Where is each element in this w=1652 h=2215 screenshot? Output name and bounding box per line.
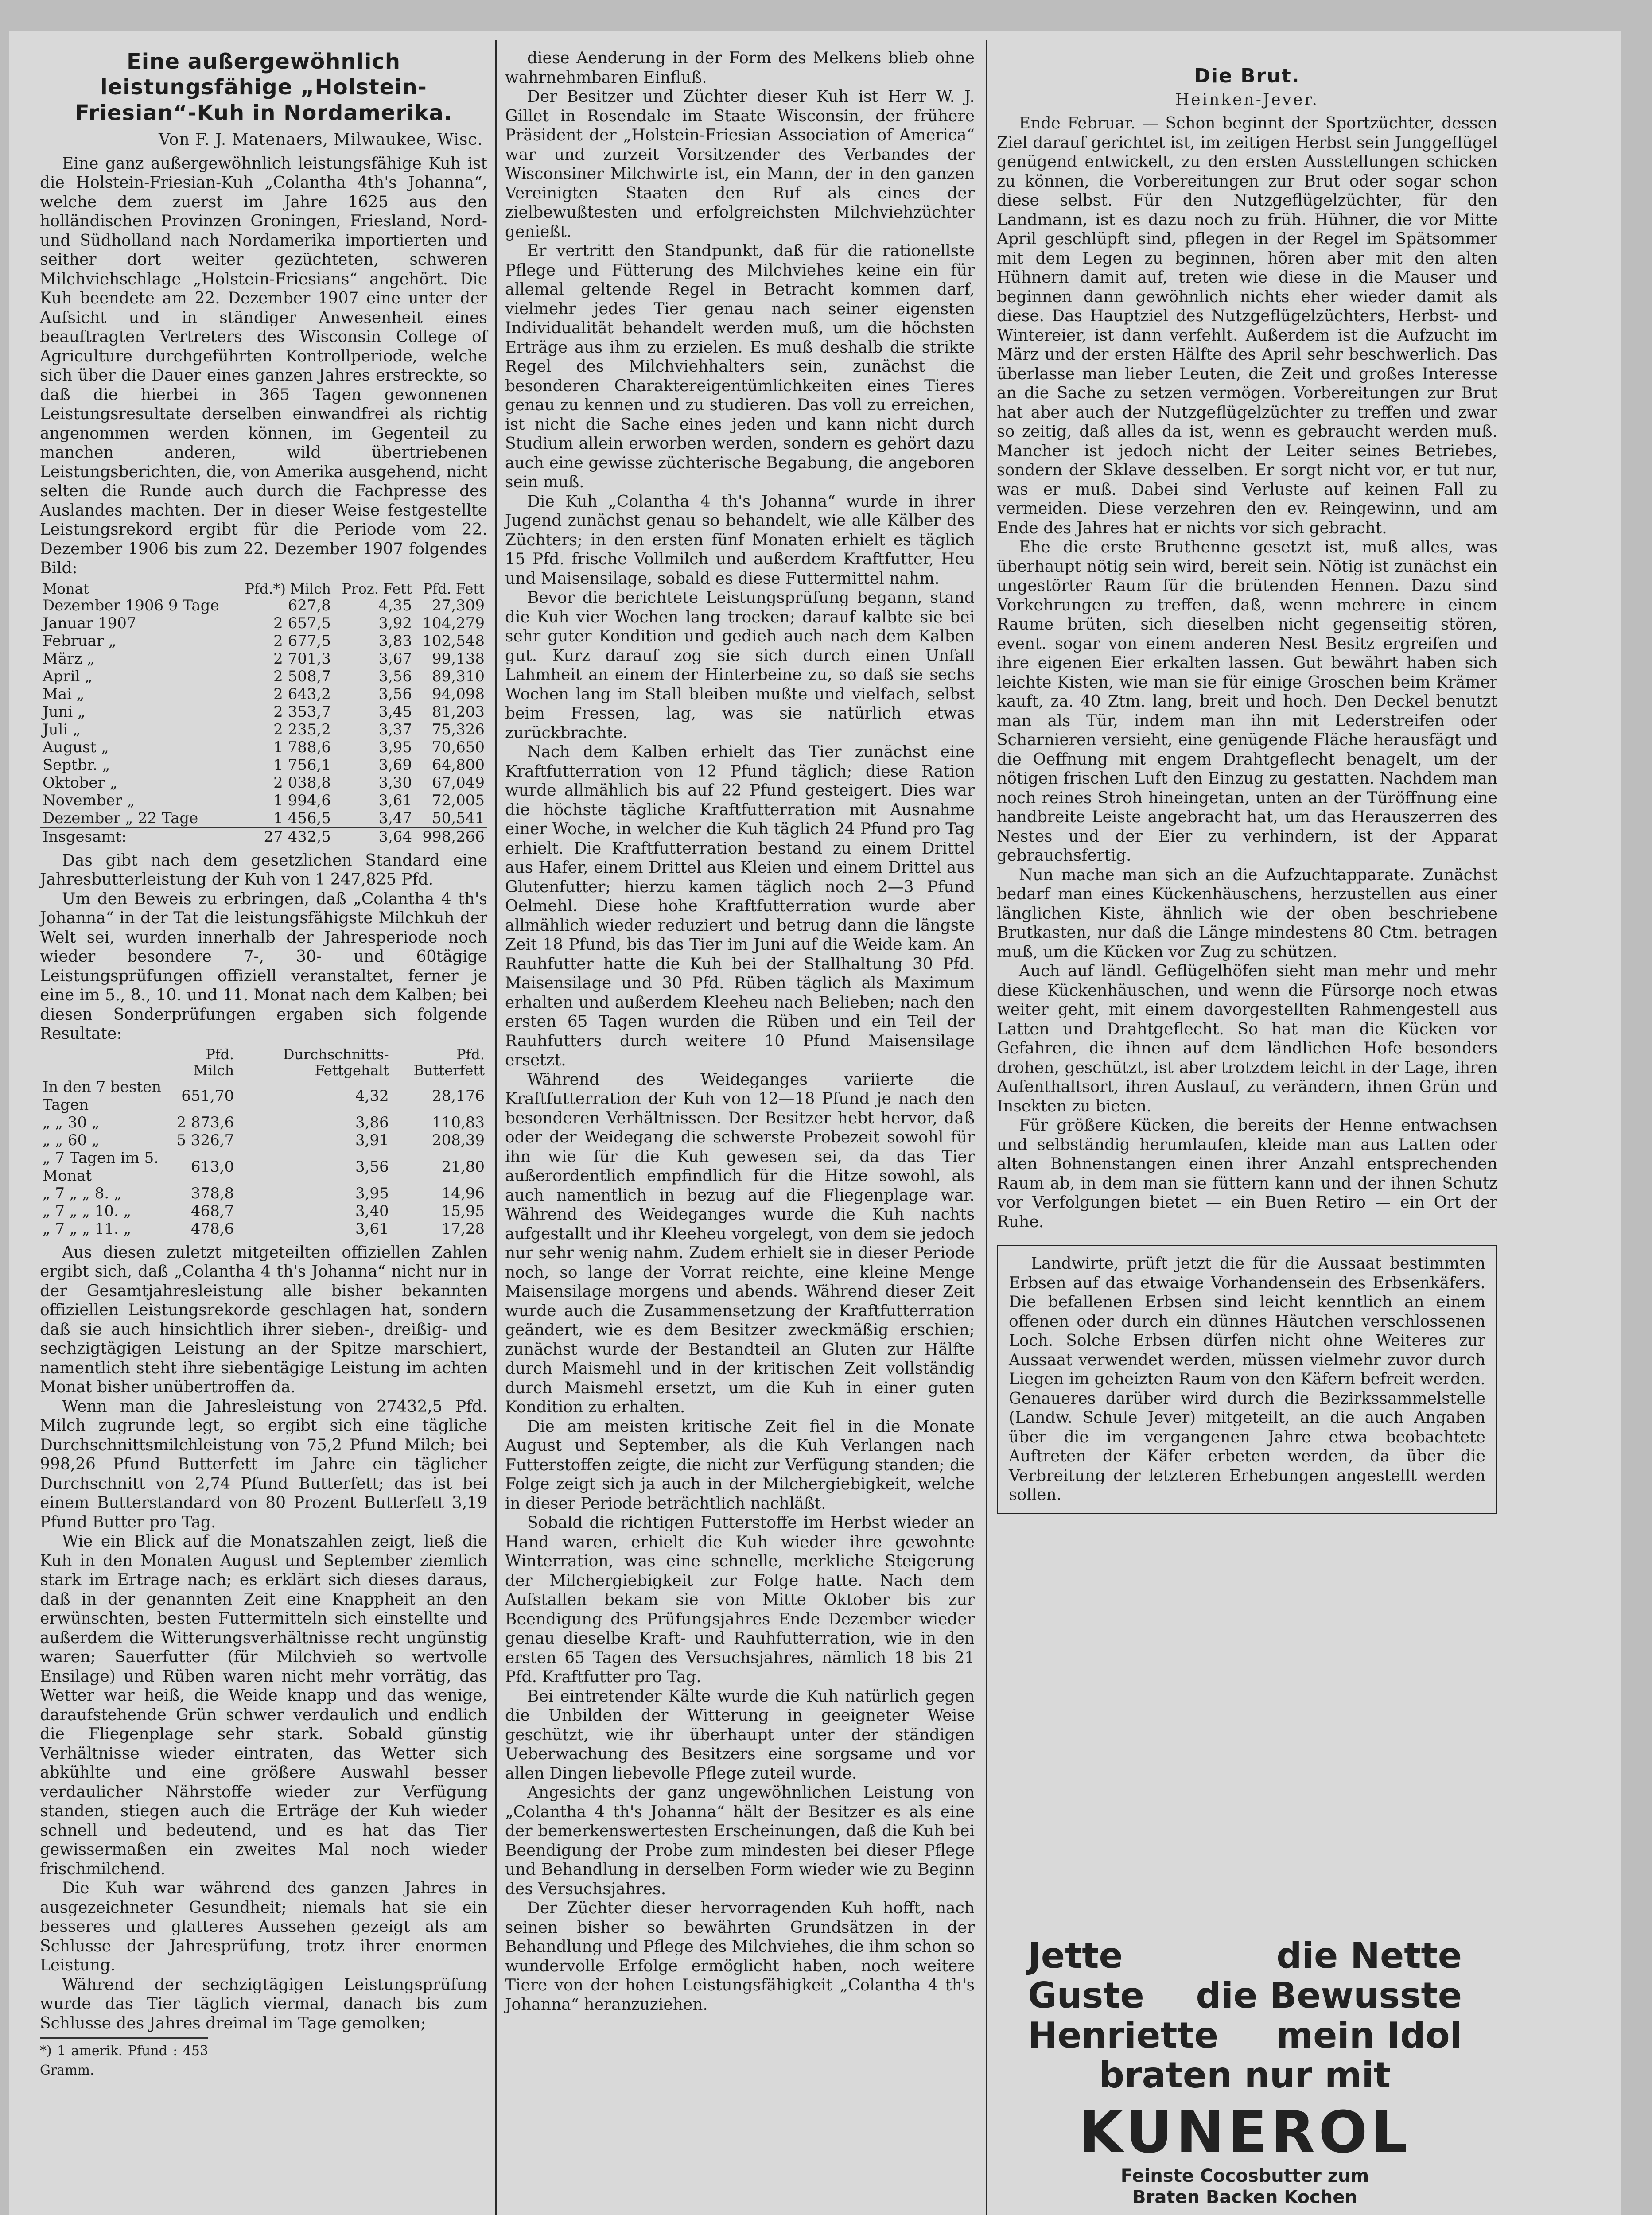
table-cell: 3,37 <box>378 720 412 738</box>
article-title: Eine außergewöhnlich leistungsfähige „Holstein-Friesian“-Kuh in Nordamerika. <box>74 49 452 125</box>
table-cell: 1 456,5 <box>273 809 331 827</box>
table-row <box>40 792 487 809</box>
table-cell: Juli „ <box>43 720 81 738</box>
table-row <box>40 1114 487 1131</box>
table-row <box>40 1078 487 1114</box>
table-row <box>40 1185 487 1202</box>
table-cell: 4,35 <box>378 596 412 614</box>
kunerol-advertisement <box>1028 1935 1462 2207</box>
table-cell: 3,95 <box>355 1184 389 1202</box>
table-cell: 3,56 <box>355 1158 389 1176</box>
paragraph: Aus diesen zuletzt mitgeteilten offiziellen Zahlen ergibt sich, daß „Colantha 4 th's Johanna“ nicht nur in der Gesamtjahresleistung alle bisher bekannten offiziellen Leistungsrekorde geschlagen hat, sondern daß sie auch hinsichtlich ihrer sieben-, dreißig- und sechzigtägigen Leistung an der Spitze marschiert, namentlich steht ihre siebentägige Leistung im achten Monat bisher unübertroffen da. <box>40 1243 487 1396</box>
table-header-row <box>40 581 487 597</box>
paragraph: Bevor die berichtete Leistungsprüfung begann, stand die Kuh vier Wochen lang trocken; darauf kalbte sie bei sehr guter Kondition und gedieh auch nach dem Kalben gut. Kurz darauf zog sie sich durch einen Unfall Lahmheit an einem der Hinterbeine zu, so daß sie sechs Wochen lang im Stall bleiben mußte und vielfach, selbst beim Fressen, lag, was sie natürlich etwas zurückbrachte. <box>505 589 975 742</box>
table-header: Pfd. Butterfett <box>413 1045 485 1079</box>
paragraph: Auch auf ländl. Geflügelhöfen sieht man mehr und mehr diese Kückenhäuschen, und wenn die Fürsorge noch etwas weiter geht, mit einem davorgestellten Rahmengestell aus Latten und Drahtgeflecht. So hat man die Kücken vor Gefahren, die ihnen auf dem ländlichen Hofe besonders drohen, geschützt, ist aber trotzdem leicht in der Lage, ihren Aufenthaltsort, ihren Auslauf, zu verändern, ihnen Grün und Insekten zu bieten. <box>997 962 1497 1115</box>
table-cell: 468,7 <box>190 1202 234 1220</box>
table-cell: 3,69 <box>378 756 412 774</box>
table-cell: „ 7 „ „ 11. „ <box>43 1220 132 1238</box>
table-row <box>40 1202 487 1220</box>
table-cell: 21,80 <box>441 1158 485 1176</box>
table-body <box>40 1078 487 1238</box>
table-cell: 3,92 <box>378 614 412 632</box>
table-header: Pfd. Fett <box>423 580 485 597</box>
table-cell: 28,176 <box>432 1087 485 1105</box>
table-cell: 2 873,6 <box>176 1113 234 1131</box>
paragraph: Sobald die richtigen Futterstoffe im Herbst wieder an Hand waren, erhielt die Kuh wieder ihre gewohnte Winterration, was eine schnelle, merkliche Steigerung der Milchergiebigkeit zur Folge hatte. Nach dem Aufstallen bekam sie von Mitte Oktober bis zur Beendigung des Prüfungsjahres Ende Dezember wieder genau dieselbe Kraft- und Rauhfutterration, wie in den ersten 65 Tagen des Versuchsjahres, nämlich 18 bis 21 Pfd. Kraftfutter pro Tag. <box>505 1514 975 1686</box>
table-row <box>40 614 487 632</box>
table-cell: 4,32 <box>355 1087 389 1105</box>
table-header: Proz. Fett <box>342 580 412 597</box>
monthly-yield-table <box>40 581 487 846</box>
column-3 <box>997 49 1497 1514</box>
table-row <box>40 738 487 756</box>
table-cell: 3,30 <box>378 773 412 792</box>
table-cell: 104,279 <box>422 614 485 632</box>
paragraph: Angesichts der ganz ungewöhnlichen Leistung von „Colantha 4 th's Johanna“ hält der Besitzer es als eine der bemerkenswertesten Erscheinungen, daß die Kuh bei Beendigung der Probe zum mindesten bei dieser Pflege und Behandlung in derselben Form wieder wie zu Beginn des Versuchsjahres. <box>505 1784 975 1898</box>
table-cell: 14,96 <box>441 1184 485 1202</box>
table-cell: 613,0 <box>190 1158 234 1176</box>
table-cell: 15,95 <box>441 1202 485 1220</box>
table-header: Monat <box>43 580 89 597</box>
table-cell: 2 235,2 <box>273 720 331 738</box>
table-cell: Dezember 1906 9 Tage <box>43 596 219 614</box>
table-cell: Insgesamt: <box>40 828 235 846</box>
footnote <box>40 2037 208 2080</box>
paragraph: Nach dem Kalben erhielt das Tier zunächst eine Kraftfutterration von 12 Pfund täglich; diese Ration wurde allmählich bis auf 22 Pfund gesteigert. Dies war die höchste tägliche Kraftfutterration mit Ausnahme einer Woche, in welcher die Kuh täglich 24 Pfund pro Tag erhielt. Die Kraftfutterration bestand zu einem Drittel aus Hafer, einem Drittel aus Kleien und einem Drittel aus Glutenfutter; hierzu kamen täglich noch 2—3 Pfund Oelmehl. Diese hohe Kraftfutterration wurde aber allmählich wieder reduziert und betrug dann die längste Zeit 18 Pfund, bis das Tier im Juni auf die Weide kam. An Rauhfutter hatte die Kuh bei der Stallhaltung 30 Pfd. Maisensilage und 30 Pfd. Rüben täglich als Maximum erhalten und außerdem Kleeheu nach Belieben; nach den ersten 65 Tagen wurden die Rüben und ein Teil der Rauhfutters durch weitere 10 Pfund Maisensilage ersetzt. <box>505 743 975 1069</box>
ad-brand: KUNEROL <box>1078 2098 1411 2166</box>
table-total-row <box>40 828 487 846</box>
special-tests-table <box>40 1046 487 1238</box>
table-cell: 2 657,5 <box>273 614 331 632</box>
table-cell: „ 7 „ „ 8. „ <box>43 1184 122 1202</box>
paragraph: Ende Februar. — Schon beginnt der Sportzüchter, dessen Ziel darauf gerichtet ist, im zeitigen Herbst sein Junggeflügel genügend entwickelt, zu den ersten Ausstellungen schicken zu können, die Vorbereitungen zur Brut oder sogar schon diese selbst. Für den Nutzgeflügelzüchter, für den Landmann, ist es dazu noch zu früh. Hühner, die vor Mitte April geschlüpft sind, pflegen in der Regel im Spätsommer mit dem Legen zu beginnen, hören aber mit den alten Hühnern damit auf, treten wie diese in die Mauser und beginnen dann gewöhnlich nichts eher wieder damit als diese. Das Hauptziel des Nutzgeflügelzüchters, Herbst- und Wintereier, ist dann verfehlt. Außerdem ist die Aufzucht im März und der ersten Hälfte des April sehr beschwerlich. Das überlasse man lieber Leuten, die Zeit und großes Interesse an die Sache zu setzen vermögen. Vorbereitungen zur Brut hat aber auch der Nutzgeflügelzüchter zu treffen und zwar so zeitig, daß alles da ist, wenn es gebraucht werden muß. Mancher ist jedoch nicht der Leiter seines Betriebes, sondern der Sklave desselben. Er sorgt nicht vor, er tut nur, was er muß. Dabei sind Verluste auf keinen Fall zu vermeiden. Diese verzehren den ev. Reingewinn, und am Ende des Jahres hat er nichts vor sich gebracht. <box>997 114 1497 537</box>
table-header-row <box>40 1046 487 1078</box>
ad-row <box>1028 1976 1462 2016</box>
column-divider <box>495 40 497 2215</box>
column-1 <box>40 49 487 2080</box>
ad-text: braten nur mit <box>1099 2055 1391 2096</box>
paragraph: Der Züchter dieser hervorragenden Kuh hofft, nach seinen bisher so bewährten Grundsätzen in der Behandlung und Pflege des Milchviehes, die ihm schon so wundervolle Erfolge ermöglicht haben, noch weitere Tiere von der hohen Leistungsfähigkeit „Colantha 4 th's Johanna“ heranzuziehen. <box>505 1899 975 2014</box>
ad-text: die Nette <box>1276 1935 1462 1976</box>
table-row <box>40 1149 487 1185</box>
table-cell: 2 677,5 <box>273 632 331 650</box>
ad-text: Henriette <box>1028 2015 1219 2056</box>
article-title: Die Brut. <box>1194 65 1300 87</box>
table-cell: Mai „ <box>43 685 85 703</box>
table-cell: 50,541 <box>432 809 485 827</box>
ad-tagline: Feinste Cocosbutter zum <box>1120 2166 1369 2186</box>
table-row <box>40 1220 487 1238</box>
table-header <box>40 1046 167 1078</box>
table-cell: „ 7 Tagen im 5. Monat <box>43 1149 159 1185</box>
table-cell: 998,266 <box>415 828 487 846</box>
table-cell: 3,64 <box>334 828 415 846</box>
table-header: Durchschnitts-Fettgehalt <box>283 1045 389 1079</box>
table-cell: 3,67 <box>378 649 412 668</box>
table-cell: April „ <box>43 667 93 685</box>
table-cell: 3,61 <box>355 1220 389 1238</box>
table-cell: In den 7 besten Tagen <box>43 1078 162 1114</box>
footnote-text: *) 1 amerik. Pfund : 453 Gramm. <box>40 2043 208 2078</box>
paragraph: Er vertritt den Standpunkt, daß für die rationellste Pflege und Fütterung des Milchviehes keine ein für allemal geltende Regel in Betracht kommen darf, vielmehr jedes Tier genau nach seiner eigensten Individualität behandelt werden muß, um die höchsten Erträge aus ihm zu erzielen. Es muß deshalb die strikte Regel des Milchviehhalters sein, zunächst die besonderen Charaktereigentümlichkeiten eines Tieres genau zu kennen und zu studieren. Das voll zu erreichen, ist nicht die Sache eines jeden und kann nicht durch Studium allein erworben werden, sondern es gehört dazu auch eine gewisse züchterische Begabung, die angeboren sein muß. <box>505 242 975 491</box>
table-cell: 627,8 <box>288 596 331 614</box>
table-cell: 2 353,7 <box>273 703 331 721</box>
table-header: Pfd. Milch <box>193 1045 234 1079</box>
table-cell: 94,098 <box>432 685 485 703</box>
table-cell: 3,61 <box>378 791 412 809</box>
table-cell: „ „ 60 „ <box>43 1131 100 1149</box>
column-divider <box>986 40 987 2215</box>
table-cell: 81,203 <box>432 703 485 721</box>
table-cell: 2 701,3 <box>273 649 331 668</box>
table-row <box>40 650 487 668</box>
table-row <box>40 756 487 774</box>
table-cell: 3,40 <box>355 1202 389 1220</box>
ad-tagline: Braten Backen Kochen <box>1132 2187 1357 2207</box>
table-body <box>40 597 487 846</box>
table-row <box>40 703 487 721</box>
table-cell: Februar „ <box>43 632 117 650</box>
table-cell: 3,45 <box>378 703 412 721</box>
table-cell: 72,005 <box>432 791 485 809</box>
ad-text: Jette <box>1028 1935 1123 1976</box>
paragraph: Wie ein Blick auf die Monatszahlen zeigt, ließ die Kuh in den Monaten August und September ziemlich stark im Ertrage nach; es erklärt sich dieses daraus, daß in der genannten Zeit eine Knappheit an den erwünschten, besten Futtermitteln sich einstellte und außerdem die Witterungsverhältnisse recht ungünstig waren; Sauerfutter (für Milchvieh so wertvolle Ensilage) und Rüben waren nicht mehr vorrätig, das Wetter war heiß, die Weide knapp und das wenige, daraufstehende Grün schwer verdaulich und endlich die Fliegenplage sehr stark. Sobald günstig Verhältnisse wieder eintraten, das Wetter sich abkühlte und eine größere Auswahl besser verdaulicher Nährstoffe wieder zur Verfügung standen, stiegen auch die Erträge der Kuh wieder schnell und bedeutend, und es hat das Tier gewissermaßen ein zweites Mal noch wieder frischmilchend. <box>40 1532 487 1878</box>
table-cell: 102,548 <box>422 632 485 650</box>
table-cell: 75,326 <box>432 720 485 738</box>
table-cell: August „ <box>43 738 109 756</box>
table-row <box>40 597 487 614</box>
table-header: Pfd.*) Milch <box>245 580 331 597</box>
table-cell: Dezember „ 22 Tage <box>43 809 198 827</box>
paragraph: Die Kuh „Colantha 4 th's Johanna“ wurde in ihrer Jugend zunächst genau so behandelt, wie alle Kälber des Züchters; in den ersten fünf Monaten erhielt es täglich 15 Pfd. frische Vollmilch und außerdem Kraftfutter, Heu und Maisensilage, sobald es diese Futtermittel nahm. <box>505 492 975 588</box>
table-cell: 1 756,1 <box>273 756 331 774</box>
table-row <box>40 1131 487 1149</box>
table-cell: 110,83 <box>432 1113 485 1131</box>
table-cell: 64,800 <box>432 756 485 774</box>
paragraph: Während der sechzigtägigen Leistungsprüfung wurde das Tier täglich viermal, danach bis zum Schlusse des Jahres dreimal im Tage gemolken; <box>40 1975 487 2032</box>
paragraph: Die Kuh war während des ganzen Jahres in ausgezeichneter Gesundheit; niemals hat sie ein besseres und glatteres Aussehen gezeigt als am Schlusse der Jahresprüfung, trotz ihrer enormen Leistung. <box>40 1879 487 1974</box>
table-cell: 3,95 <box>378 738 412 756</box>
ad-text: Guste <box>1028 1975 1144 2016</box>
paragraph: Wenn man die Jahresleistung von 27432,5 Pfd. Milch zugrunde legt, so ergibt sich eine tägliche Durchschnittsmilchleistung von 75,2 Pfund Milch; bei 998,26 Pfund Butterfett im Jahre ein täglicher Durchschnitt von 2,74 Pfund Butterfett; das ist bei einem Butterstandard von 80 Prozent Butterfett 3,19 Pfund Butter pro Tag. <box>40 1397 487 1531</box>
table-row <box>40 721 487 738</box>
table-row <box>40 774 487 792</box>
table-cell: 378,8 <box>190 1184 234 1202</box>
table-row <box>40 809 487 828</box>
paragraph: Ehe die erste Bruthenne gesetzt ist, muß alles, was überhaupt nötig sein wird, bereit sein. Nötig ist zunächst ein ungestörter Raum für die brütenden Hennen. Dazu sind Vorkehrungen zu treffen, daß, wenn mehrere in einem Raume brüten, sich dieselben nicht gegenseitig stören, event. sogar von einem anderen Nest Besitz ergreifen und ihre eigenen Eier erkalten lassen. Gut bewährt haben sich leichte Kisten, wie man sie für einige Groschen beim Krämer kauft, za. 40 Ztm. lang, breit und hoch. Den Deckel benutzt man als Tür, indem man ihn mit Lederstreifen oder Scharnieren versieht, eine genügende Fläche herausfägt und die Oeffnung mit engem Drahtgeflecht benagelt, um der nötigen frischen Luft den Einzug zu gestatten. Nachdem man noch reines Stroh hineingetan, unten an der Türöffnung eine handbreite Leiste angebracht hat, um das Herauszerren des Nestes und der Eier zu verhindern, ist der Apparat gebrauchsfertig. <box>997 538 1497 865</box>
notice-box <box>997 1245 1497 1514</box>
table-cell: „ „ 30 „ <box>43 1113 100 1131</box>
newspaper-page <box>9 31 1621 2215</box>
article-author: Heinken-Jever. <box>1175 90 1319 109</box>
table-cell: 3,91 <box>355 1131 389 1149</box>
table-cell: „ 7 „ „ 10. „ <box>43 1202 132 1220</box>
table-cell: Januar 1907 <box>43 614 136 632</box>
ad-row <box>1028 2056 1462 2095</box>
table-cell: 89,310 <box>432 667 485 685</box>
table-cell: 3,83 <box>378 632 412 650</box>
paragraph: Um den Beweis zu erbringen, daß „Colantha 4 th's Johanna“ in der Tat die leistungsfähigste Milchkuh der Welt sei, wurden innerhalb der Jahresperiode noch wieder besondere 7-, 30- und 60tägige Leistungsprüfungen offiziell veranstaltet, ferner je eine im 5., 8., 10. und 11. Monat nach dem Kalben; bei diesen Sonderprüfungen ergaben sich folgende Resultate: <box>40 890 487 1043</box>
table-cell: 208,39 <box>432 1131 485 1149</box>
table-row <box>40 668 487 685</box>
table-cell: 2 038,8 <box>273 773 331 792</box>
table-cell: 17,28 <box>441 1220 485 1238</box>
table-cell: 651,70 <box>181 1087 234 1105</box>
table-cell: 3,47 <box>378 809 412 827</box>
table-cell: 27 432,5 <box>235 828 334 846</box>
paragraph: Die am meisten kritische Zeit fiel in die Monate August und September, als die Kuh Verlangen nach Futterstoffen zeigte, die nicht zur Verfügung standen; die Folge zeigt sich ja auch in der Milchergiebigkeit, welche in dieser Periode beträchtlich nachläßt. <box>505 1417 975 1513</box>
table-cell: März „ <box>43 649 95 668</box>
table-cell: 70,650 <box>432 738 485 756</box>
paragraph: Während des Weideganges variierte die Kraftfutterration der Kuh von 12—18 Pfund je nach den besonderen Verhältnissen. Der Besitzer hebt hervor, daß oder der Weidegang die schwerste Probezeit sowohl für ihn wie für die Kuh gewesen sei, da das Tier außerordentlich empfindlich für die Hitze sowohl, als auch namentlich in bezug auf die Fliegenplage war. Während des Weideganges wurde die Kuh nachts aufgestallt und ihr Kleeheu vorgelegt, von dem sie jedoch nur sehr wenig nahm. Zudem erhielt sie in dieser Periode noch, so lange der Vorrat reichte, eine kleine Menge Maisensilage morgens und abends. Während dieser Zeit wurde auch die Zusammensetzung der Kraftfutterration geändert, wie es dem Besitzer zweckmäßig erschien; zunächst wurde der Bestandteil an Gluten zur Hälfte durch Maismehl und in der kritischen Zeit vollständig durch Maismehl ersetzt, um die Kuh in einer guten Kondition zu erhalten. <box>505 1070 975 1416</box>
ad-row <box>1028 2016 1462 2056</box>
paragraph: Für größere Kücken, die bereits der Henne entwachsen und selbständig herumlaufen, kleide man aus Latten oder alten Bohnenstangen einen ihrer Anzahl entsprechenden Raum ab, in dem man sie füttern kann und der ihnen Schutz vor Verfolgungen bietet — ein Buen Retiro — ein Ort der Ruhe. <box>997 1116 1497 1231</box>
ad-text: die Bewusste <box>1196 1975 1462 2016</box>
table-cell: 1 788,6 <box>273 738 331 756</box>
table-cell: 478,6 <box>190 1220 234 1238</box>
table-cell: Juni „ <box>43 703 86 721</box>
table-cell: 3,56 <box>378 667 412 685</box>
table-cell: 3,86 <box>355 1113 389 1131</box>
table-cell: 67,049 <box>432 773 485 792</box>
table-cell: 2 643,2 <box>273 685 331 703</box>
ad-text: mein Idol <box>1276 2015 1462 2056</box>
table-cell: Oktober „ <box>43 773 118 792</box>
paragraph: Nun mache man sich an die Aufzuchtapparate. Zunächst bedarf man eines Kückenhäuschens, herzustellen aus einer länglichen Kiste, ähnlich wie der oben beschriebene Brutkasten, nur daß die Länge mindestens 80 Ctm. betragen muß, um die Kücken vor Zug zu schützen. <box>997 866 1497 961</box>
notice-text: Landwirte, prüft jetzt die für die Aussaat bestimmten Erbsen auf das etwaige Vorhandensein des Erbsenkäfers. Die befallenen Erbsen sind leicht kenntlich an einem offenen oder durch ein dünnes Häutchen verschlossenen Loch. Solche Erbsen dürfen nicht ohne Weiteres zur Aussaat verwendet werden, müssen vielmehr zuvor durch Liegen im geheizten Raum von den Käfern befreit werden. Genaueres darüber wird durch die Bezirkssammelstelle (Landw. Schule Jever) mitgeteilt, an die auch Angaben über die im vergangenen Jahre etwa beobachtete Auftreten der Käfer erbeten werden, da über die Verbreitung der letzteren Erhebungen angestellt werden sollen. <box>1009 1255 1485 1504</box>
paragraph: diese Aenderung in der Form des Melkens blieb ohne wahrnehmbaren Einfluß. <box>505 49 975 87</box>
paragraph: Das gibt nach dem gesetzlichen Standard eine Jahresbutterleistung der Kuh von 1 247,825 Pfd. <box>40 851 487 889</box>
table-cell: 5 326,7 <box>176 1131 234 1149</box>
table-cell: November „ <box>43 791 135 809</box>
table-cell: 27,309 <box>432 596 485 614</box>
paragraph: Bei eintretender Kälte wurde die Kuh natürlich gegen die Unbilden der Witterung in geeigneter Weise geschützt, wie ihr überhaupt unter der ständigen Ueberwachung des Besitzers eine sorgsame und vor allen Dingen liebevolle Pflege zuteil wurde. <box>505 1687 975 1783</box>
ad-row <box>1028 1936 1462 1976</box>
table-row <box>40 632 487 650</box>
table-cell: 3,56 <box>378 685 412 703</box>
table-cell: 99,138 <box>432 649 485 668</box>
paragraph: Eine ganz außergewöhnlich leistungsfähige Kuh ist die Holstein-Friesian-Kuh „Colantha 4th's Johanna“, welche dem zuerst im Jahre 1625 aus den holländischen Provinzen Groningen, Friesland, Nord- und Südholland nach Nordamerika importierten und seither dort weiter gezüchteten, schweren Milchviehschlage „Holstein-Friesians“ angehört. Die Kuh beendete am 22. Dezember 1907 eine unter der Aufsicht und in ständiger Anwesenheit eines beauftragten Vertreters des Wisconsin College of Agriculture durchgeführten Kontrollperiode, welche sich über die Dauer eines ganzen Jahres erstreckte, so daß die hierbei in 365 Tagen gewonnenen Leistungsresultate derselben einwandfrei als richtig angenommen werden können, im Gegenteil zu manchen anderen, wild übertriebenen Leistungsberichten, die, von Amerika ausgehend, nicht selten die Runde auch durch die Fachpresse des Auslandes machten. Der in dieser Weise festgestellte Leistungsrekord ergibt für die Periode vom 22. Dezember 1906 bis zum 22. Dezember 1907 folgendes Bild: <box>40 154 487 577</box>
article-byline: Von F. J. Matenaers, Milwaukee, Wisc. <box>158 131 483 149</box>
table-cell: 1 994,6 <box>273 791 331 809</box>
table-cell: 2 508,7 <box>273 667 331 685</box>
table-row <box>40 685 487 703</box>
table-cell: Septbr. „ <box>43 756 110 774</box>
column-2 <box>505 49 975 2014</box>
paragraph: Der Besitzer und Züchter dieser Kuh ist Herr W. J. Gillet in Rosendale im Staate Wisconsin, der frühere Präsident der „Holstein-Friesian Association of America“ war und zurzeit Vorsitzender des Verbandes der Wisconsiner Milchwirte ist, ein Mann, der in den ganzen Vereinigten Staaten den Ruf als eines der zielbewußtesten und erfolgreichsten Milchviehzüchter genießt. <box>505 88 975 241</box>
